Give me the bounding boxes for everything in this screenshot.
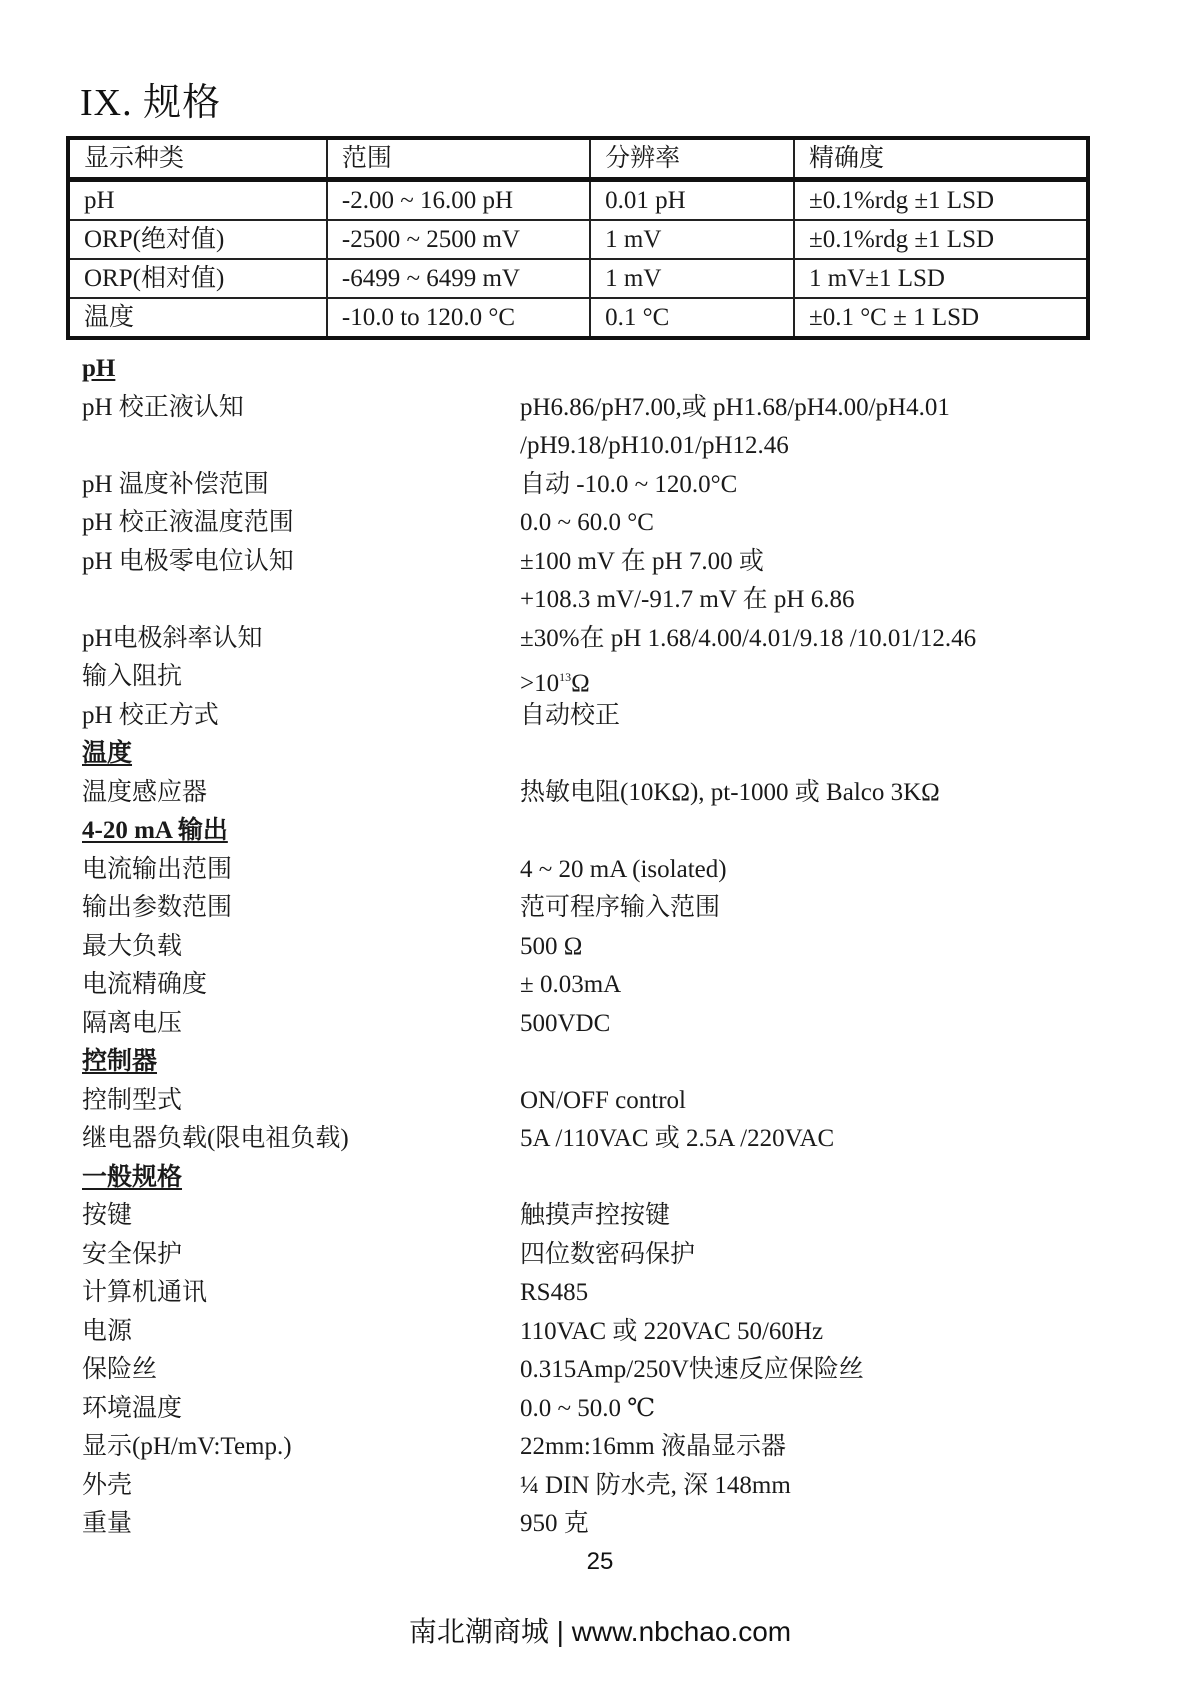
spec-row — [82, 1274, 1122, 1313]
table-row — [68, 180, 1088, 221]
spec-label: 环境温度 — [82, 1394, 183, 1422]
spec-value: 500VDC — [520, 1009, 611, 1037]
spec-value: ON/OFF control — [520, 1086, 686, 1114]
spec-value: ¼ DIN 防水壳, 深 148mm — [520, 1471, 791, 1499]
spec-label: 电流精确度 — [82, 971, 208, 998]
spec-value: 22mm:16mm 液晶显示器 — [520, 1433, 786, 1460]
spec-value: /pH9.18/pH10.01/pH12.46 — [520, 432, 789, 459]
spec-value: pH6.86/pH7.00,或 pH1.68/pH4.00/pH4.01 — [520, 393, 950, 421]
spec-value: 4 ~ 20 mA (isolated) — [520, 855, 727, 883]
spec-value: ± 0.03mA — [520, 971, 622, 998]
spec-row — [82, 928, 1122, 967]
spec-label: 重量 — [82, 1510, 133, 1537]
spec-value: 触摸声控按键 — [520, 1202, 671, 1229]
table-cell: pH — [68, 180, 327, 221]
spec-list — [82, 350, 1122, 1544]
table-cell: ±0.1%rdg ±1 LSD — [794, 220, 1088, 259]
section-heading-general — [82, 1159, 1122, 1198]
spec-value: 自动校正 — [520, 701, 621, 729]
spec-label: 电流输出范围 — [82, 855, 233, 883]
spec-row — [82, 1351, 1122, 1390]
spec-label: 最大负载 — [82, 932, 183, 960]
section-heading-temperature — [82, 735, 1122, 774]
spec-value: RS485 — [520, 1279, 589, 1306]
spec-row — [82, 697, 1122, 736]
spec-label: pH 电极零电位认知 — [82, 547, 294, 575]
spec-row-continued — [82, 427, 1122, 466]
spec-value: 0.315Amp/250V快速反应保险丝 — [520, 1356, 864, 1383]
spec-row — [82, 1197, 1122, 1236]
spec-row — [82, 389, 1122, 428]
spec-label: 外壳 — [82, 1471, 133, 1499]
spec-label: 输入阻抗 — [82, 663, 183, 690]
spec-row — [82, 889, 1122, 928]
section-heading-text: 4-20 mA 输出 — [82, 817, 228, 844]
spec-row — [82, 966, 1122, 1005]
spec-label: 计算机通讯 — [82, 1279, 208, 1306]
section-heading-text: 控制器 — [82, 1048, 158, 1075]
table-row — [68, 220, 1088, 259]
table-cell: ±0.1%rdg ±1 LSD — [794, 180, 1088, 221]
table-cell: ±0.1 °C ± 1 LSD — [794, 298, 1088, 338]
footer-watermark: 南北潮商城 | www.nbchao.com — [408, 1616, 792, 1647]
header-display-type: 显示种类 — [68, 138, 327, 180]
table-cell: -2.00 ~ 16.00 pH — [327, 180, 590, 221]
spec-value: 自动 -10.0 ~ 120.0°C — [520, 470, 738, 498]
spec-label: 温度感应器 — [82, 778, 208, 806]
table-cell: -10.0 to 120.0 °C — [327, 298, 590, 338]
spec-row — [82, 466, 1122, 505]
spec-label: 电源 — [82, 1317, 133, 1345]
table-cell: 1 mV — [590, 220, 794, 259]
spec-row — [82, 1428, 1122, 1467]
spec-label: 保险丝 — [82, 1356, 158, 1383]
spec-value: 950 克 — [520, 1510, 589, 1537]
section-heading-text: pH — [82, 355, 116, 382]
table-cell: ORP(绝对值) — [68, 220, 327, 259]
spec-value: 0.0 ~ 50.0 ℃ — [520, 1394, 656, 1422]
table-cell: 0.01 pH — [590, 180, 794, 221]
spec-row — [82, 1467, 1122, 1506]
spec-label: 按键 — [82, 1202, 133, 1229]
spec-row-continued — [82, 581, 1122, 620]
table-cell: 1 mV — [590, 259, 794, 298]
table-cell: -2500 ~ 2500 mV — [327, 220, 590, 259]
table-cell: 0.1 °C — [590, 298, 794, 338]
table-row — [68, 259, 1088, 298]
spec-label: pH 校正液温度范围 — [82, 509, 294, 536]
spec-value: +108.3 mV/-91.7 mV 在 pH 6.86 — [520, 586, 855, 613]
value-unit: Ω — [571, 670, 590, 697]
spec-value: 0.0 ~ 60.0 °C — [520, 509, 654, 536]
spec-row — [82, 1120, 1122, 1159]
spec-label: pH 校正方式 — [82, 701, 219, 729]
header-range: 范围 — [327, 138, 590, 180]
header-resolution: 分辨率 — [590, 138, 794, 180]
spec-row — [82, 1505, 1122, 1544]
value-prefix: >10 — [520, 670, 560, 697]
spec-value: 5A /110VAC 或 2.5A /220VAC — [520, 1125, 835, 1152]
section-heading-text: 温度 — [82, 740, 133, 767]
spec-value: 范可程序输入范围 — [520, 894, 721, 921]
spec-value: 500 Ω — [520, 932, 583, 960]
section-heading-ph — [82, 350, 1122, 389]
spec-label: 显示(pH/mV:Temp.) — [82, 1433, 292, 1460]
spec-value: ±30%在 pH 1.68/4.00/4.01/9.18 /10.01/12.46 — [520, 624, 977, 652]
spec-value: 110VAC 或 220VAC 50/60Hz — [520, 1317, 824, 1345]
spec-value: 四位数密码保护 — [520, 1240, 696, 1268]
spec-row — [82, 543, 1122, 582]
spec-label: 安全保护 — [82, 1240, 183, 1268]
header-accuracy: 精确度 — [794, 138, 1088, 180]
spec-label: 输出参数范围 — [82, 894, 233, 921]
spec-row — [82, 1313, 1122, 1352]
table-header-row — [68, 138, 1088, 180]
section-heading-text: 一般规格 — [82, 1163, 183, 1191]
spec-row — [82, 851, 1122, 890]
spec-value: 热敏电阻(10KΩ), pt-1000 或 Balco 3KΩ — [520, 778, 940, 806]
table-cell: 1 mV±1 LSD — [794, 259, 1088, 298]
spec-row — [82, 504, 1122, 543]
section-heading-output — [82, 812, 1122, 851]
table-cell: 温度 — [68, 298, 327, 338]
spec-row — [82, 1005, 1122, 1044]
spec-row — [82, 1082, 1122, 1121]
page-number: 25 — [586, 1548, 614, 1575]
section-heading-controller — [82, 1043, 1122, 1082]
table-cell: -6499 ~ 6499 mV — [327, 259, 590, 298]
spec-row — [82, 658, 1122, 697]
spec-label: 隔离电压 — [82, 1009, 183, 1037]
spec-row — [82, 1390, 1122, 1429]
spec-label: 继电器负载(限电祖负载) — [82, 1125, 349, 1152]
spec-label: 控制型式 — [82, 1086, 183, 1114]
table-row — [68, 298, 1088, 338]
spec-row — [82, 774, 1122, 813]
spec-label: pH电极斜率认知 — [82, 624, 263, 652]
table-cell: ORP(相对值) — [68, 259, 327, 298]
spec-row — [82, 1236, 1122, 1275]
page-title: IX. 规格 — [80, 82, 222, 124]
spec-label: pH 校正液认知 — [82, 393, 244, 421]
spec-row — [82, 620, 1122, 659]
spec-label: pH 温度补偿范围 — [82, 470, 269, 498]
display-spec-table — [66, 136, 1090, 340]
value-exponent: 13 — [559, 670, 572, 684]
spec-value: ±100 mV 在 pH 7.00 或 — [520, 547, 764, 575]
